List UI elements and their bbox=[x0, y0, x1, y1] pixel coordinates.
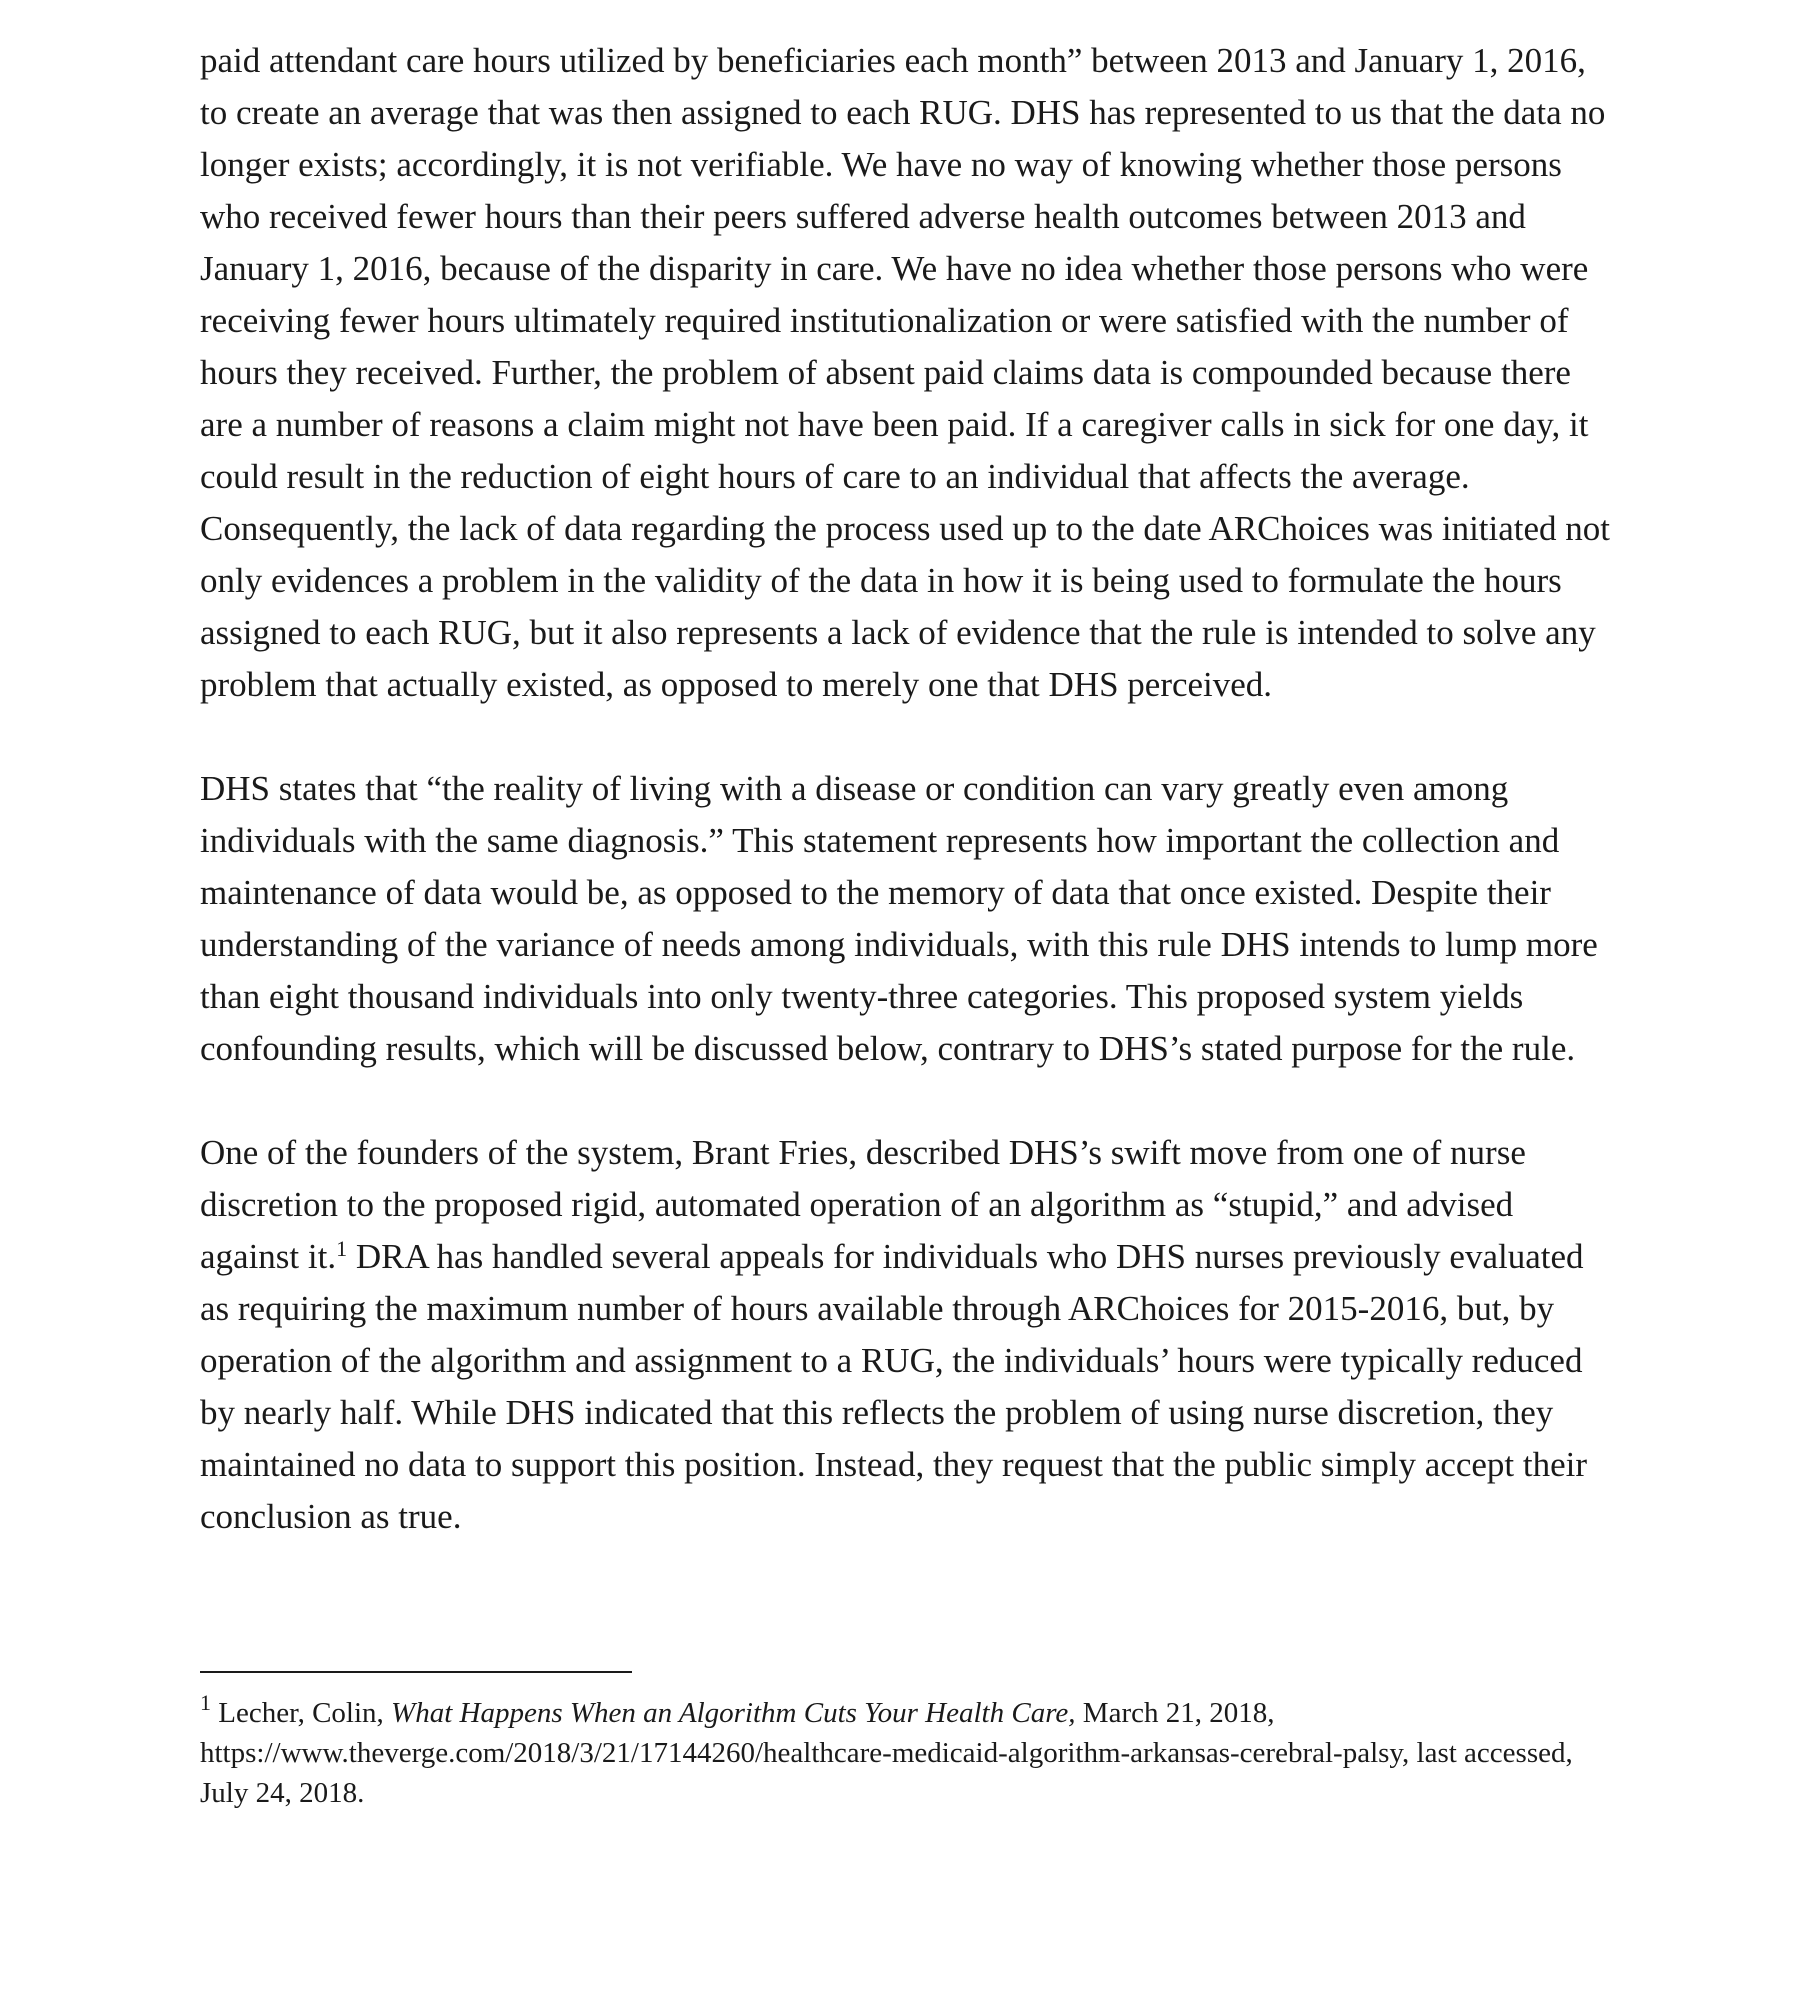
footnote-article-title: What Happens When an Algorithm Cuts Your Health Care, bbox=[391, 1697, 1076, 1729]
footnote-reference: 1 bbox=[336, 1235, 348, 1261]
footnote-1 bbox=[200, 1689, 1620, 1813]
body-paragraph-3 bbox=[200, 1127, 1620, 1543]
footnote-separator bbox=[200, 1671, 632, 1673]
body-paragraph-1: paid attendant care hours utilized by beneficiaries each month” between 2013 and January 1, 2016, to create an average that was then assigned to each RUG. DHS has represented to us that the data no longer exists; accordingly, it is not verifiable. We have no way of knowing whether those persons who received fewer hours than their peers suffered adverse health outcomes between 2013 and January 1, 2016, because of the disparity in care. We have no idea whether those persons who were receiving fewer hours ultimately required institutionalization or were satisfied with the number of hours they received. Further, the problem of absent paid claims data is compounded because there are a number of reasons a claim might not have been paid. If a caregiver calls in sick for one day, it could result in the reduction of eight hours of care to an individual that affects the average. Consequently, the lack of data regarding the process used up to the date ARChoices was initiated not only evidences a problem in the validity of the data in how it is being used to formulate the hours assigned to each RUG, but it also represents a lack of evidence that the rule is intended to solve any problem that actually existed, as opposed to merely one that DHS perceived. bbox=[200, 41, 1611, 704]
footnote-author: Lecher, Colin, bbox=[211, 1697, 392, 1729]
footnote-details: March 21, 2018, https://www.theverge.com/2018/3/21/17144260/healthcare-medicaid-algorithm-arkansas-cerebral-palsy, last accessed, July 24, 2018. bbox=[200, 1697, 1573, 1809]
footnote-marker: 1 bbox=[200, 1689, 211, 1715]
document-page bbox=[200, 35, 1620, 1813]
body-paragraph-2: DHS states that “the reality of living with a disease or condition can vary greatly even among individuals with the same diagnosis.” This statement represents how important the collection and maintenance of data would be, as opposed to the memory of data that once existed. Despite their understanding of the variance of needs among individuals, with this rule DHS intends to lump more than eight thousand individuals into only twenty-three categories. This proposed system yields confounding results, which will be discussed below, contrary to DHS’s stated purpose for the rule. bbox=[200, 769, 1598, 1068]
paragraph-3-text-start: One of the founders of the system, Brant Fries, described DHS’s swift move from one of nurse discretion to the proposed rigid, automated operation of an algorithm as “stupid,” and advised against it. bbox=[200, 1133, 1526, 1276]
paragraph-3-text-end: DRA has handled several appeals for individuals who DHS nurses previously evaluated as requiring the maximum number of hours available through ARChoices for 2015-2016, but, by operation of the algorithm and assignment to a RUG, the individuals’ hours were typically reduced by nearly half. While DHS indicated that this reflects the problem of using nurse discretion, they maintained no data to support this position. Instead, they request that the public simply accept their conclusion as true. bbox=[200, 1237, 1588, 1536]
